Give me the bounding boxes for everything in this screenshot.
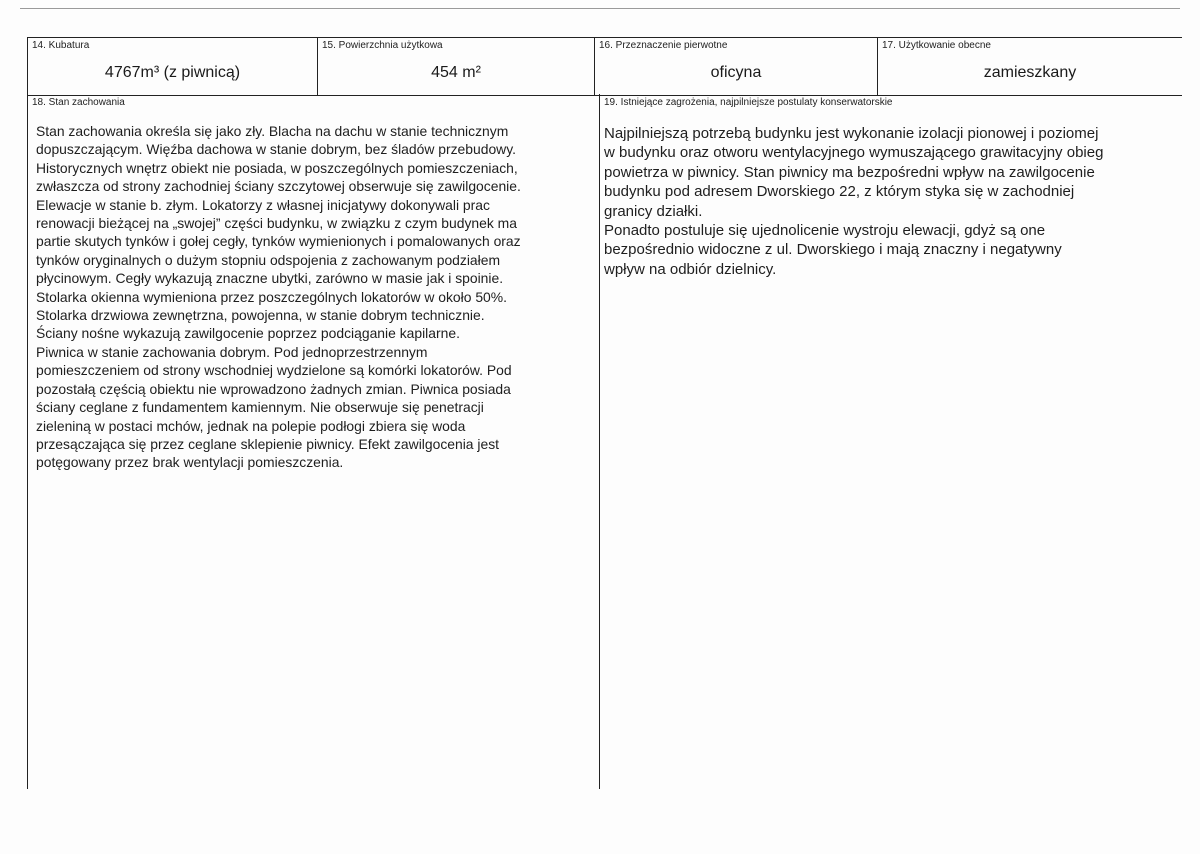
field-uzytkowanie-label: 17. Użytkowanie obecne [882,40,991,51]
field-przeznaczenie [595,38,878,95]
stan-zachowania-label: 18. Stan zachowania [32,97,125,108]
zagrozenia-text: Najpilniejszą potrzebą budynku jest wykonanie izolacji pionowej i poziomej w budynku oraz otworu wentylacyjnego wymuszającego grawitacyjny obieg powietrza w piwnicy. Stan piwnicy ma bezpośredni wpływ na zawilgocenie budynku pod adresem Dworskiego 22, z którym styka się w zachodniej granicy działki. Ponadto postuluje się ujednolicenie wystroju elewacji, gdyż są one bezpośrednio widoczne z ul. Dworskiego i mają znaczny i negatywny wpływ na odbiór dzielnicy. [604,125,1104,278]
field-kubatura-value: 4767m³ (z piwnicą) [104,64,241,81]
field-powierzchnia [318,38,595,95]
field-kubatura-label: 14. Kubatura [32,40,90,51]
field-uzytkowanie-value: zamieszkany [983,64,1077,81]
field-powierzchnia-label: 15. Powierzchnia użytkowa [322,40,443,51]
field-kubatura [27,38,318,95]
inventory-form [27,37,1182,789]
stan-zachowania-panel [27,94,600,789]
field-powierzchnia-value: 454 m² [431,64,481,81]
zagrozenia-label: 19. Istniejące zagrożenia, najpilniejsze postulaty konserwatorskie [604,97,893,108]
field-przeznaczenie-label: 16. Przeznaczenie pierwotne [599,40,728,51]
form-body-row [27,94,1182,789]
zagrozenia-panel [600,94,1182,789]
form-header-row [27,37,1182,96]
page-top-rule [20,8,1180,9]
field-przeznaczenie-value: oficyna [710,64,762,81]
stan-zachowania-text: Stan zachowania określa się jako zły. Blacha na dachu w stanie technicznym dopuszczającym. Więźba dachowa w stanie dobrym, bez śladów przebudowy. Historycznych wnętrz obiekt nie posiada, w poszczególnych pomieszczeniach, zwłaszcza od strony zachodniej ściany szczytowej obserwuje się zawilgocenie. Elewacje w stanie b. złym. Lokatorzy z własnej inicjatywy dokonywali prac renowacji bieżącej na „swojej” części budynku, w związku z czym budynek ma partie skutych tynków i gołej cegły, tynków wymienionych i pomalowanych oraz tynków oryginalnych o dużym stopniu odspojenia z zachowanym podziałem płycinowym. Cegły wykazują znaczne ubytki, zarówno w masie jak i spoinie. Stolarka okienna wymieniona przez poszczególnych lokatorów w około 50%. Stolarka drzwiowa zewnętrzna, powojenna, w stanie dobrym technicznie. Ściany nośne wykazują zawilgocenie poprzez podciąganie kapilarne. Piwnica w stanie zachowania dobrym. Pod jednoprzestrzennym pomieszczeniem od strony wschodniej wydzielone są komórki lokatorów. Pod pozostałą częścią obiektu nie wprowadzono żadnych zmian. Piwnica posiada ściany ceglane z fundamentem kamiennym. Nie obserwuje się penetracji zieleniną w postaci mchów, jednak na polepie podłogi zbiera się woda przesączająca się przez ceglane sklepienie piwnicy. Efekt zawilgocenia jest potęgowany przez brak wentylacji pomieszczenia. [36,123,521,471]
field-uzytkowanie [878,38,1182,95]
